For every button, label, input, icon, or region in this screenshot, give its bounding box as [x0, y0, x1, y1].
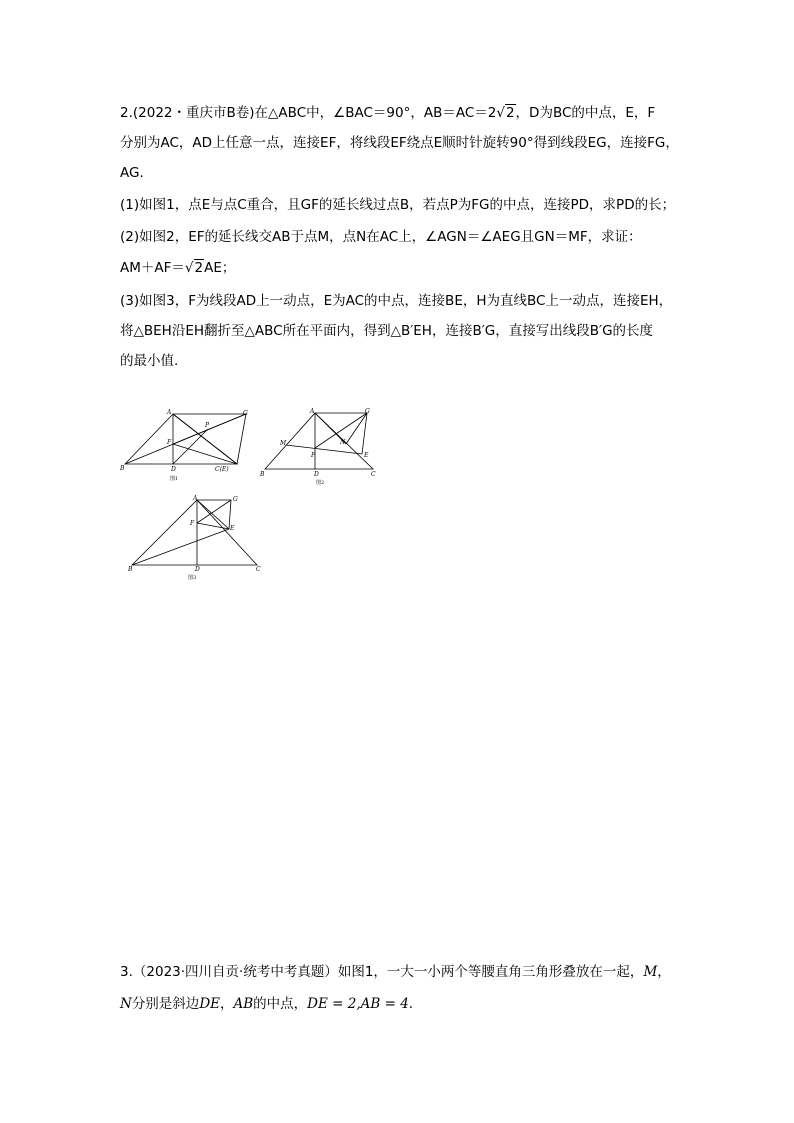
fig3-label-f: F [190, 520, 195, 527]
fig2-label-e: E [364, 452, 369, 459]
fig1-label-d: D [171, 466, 176, 473]
fig3-segment-fg [197, 500, 231, 523]
fig2-label-g: G [365, 408, 370, 415]
fig2-label-a: A [310, 408, 315, 415]
figure-1 [118, 408, 268, 486]
fig3-segment-fe [197, 523, 229, 529]
problem3-line1: 3.（2023·四川自贡·统考中考真题）如图1，一大一小两个等腰直角三角形叠放在一起，M， [120, 964, 671, 980]
fig1-label-ce: C(E) [215, 466, 229, 473]
problem2-part3-line1: (3)如图3，F为线段AD上一动点，E为AC的中点，连接BE，H为直线BC上一动点，连接EH， [120, 293, 673, 309]
fig1-segment-fg [173, 414, 246, 444]
formula-de-ab: DE = 2,AB = 4 [307, 996, 409, 1012]
var-m: M [643, 964, 658, 980]
problem2-part2-line2: AM＋AF＝√2AE； [120, 260, 236, 276]
fig1-segment-pd [173, 429, 208, 464]
problem2-line1: 2.(2022・重庆市B卷)在△ABC中，∠BAC＝90°，AB＝AC＝2√2，D为BC的中点，E，F [120, 105, 656, 121]
var-ab: AB [233, 996, 254, 1012]
fig2-label-n: N [340, 439, 346, 446]
fig3-label-e: E [230, 525, 235, 532]
problem2-number: 2. [120, 105, 133, 121]
fig3-segment-be [132, 529, 229, 565]
problem2-line3: AG. [120, 165, 144, 181]
problem2-part2-line1: (2)如图2，EF的延长线交AB于点M，点N在AC上，∠AGN＝∠AEG且GN＝MF，求证： [120, 229, 642, 245]
problem2-line1-text: 在△ABC中，∠BAC＝90°，AB＝AC＝2 [254, 105, 497, 121]
problem2-part3-line2: 将△BEH沿EH翻折至△ABC所在平面内，得到△B′EH，连接B′G，直接写出线段B′G的长度 [120, 323, 654, 339]
var-n: N [120, 996, 132, 1012]
fig2-label-f: F [311, 452, 316, 459]
figure-3 [125, 492, 270, 584]
fig3-label-c: C [256, 566, 261, 573]
fig3-caption: 图3 [188, 575, 197, 581]
fig3-label-a: A [193, 495, 198, 502]
sqrt-symbol: √2 [184, 260, 204, 276]
problem2-line2: 分别为AC，AD上任意一点，连接EF，将线段EF绕点E顺时针旋转90°得到线段EG，连接FG， [120, 135, 679, 151]
fig1-caption: 图1 [170, 476, 179, 482]
fig1-label-g: G [243, 410, 248, 417]
fig3-label-b: B [128, 566, 133, 573]
problem2-source: (2022・重庆市B卷) [132, 105, 255, 121]
fig2-label-b: B [260, 471, 265, 478]
fig2-label-m: M [280, 440, 287, 447]
fig2-label-d: D [314, 471, 319, 478]
fig1-label-f: F [167, 439, 172, 446]
problem3-source: （2023·四川自贡·统考中考真题） [132, 964, 338, 980]
fig1-label-p: P [205, 422, 210, 429]
problem3-number: 3. [120, 964, 133, 980]
fig3-label-g: G [233, 496, 238, 503]
problem2-part3-line3: 的最小值. [120, 353, 179, 369]
sqrt-symbol: √2 [496, 105, 515, 121]
fig3-label-d: D [195, 566, 200, 573]
var-de: DE [199, 996, 220, 1012]
fig1-label-b: B [120, 465, 125, 472]
problem3-line2: N分别是斜边DE，AB的中点，DE = 2,AB = 4. [120, 996, 414, 1012]
fig2-segment-ag-ge [315, 413, 367, 454]
fig3-triangle-abc [132, 500, 257, 565]
problem2-part1: (1)如图1，点E与点C重合，且GF的延长线过点B，若点P为FG的中点，连接PD，求PD的长； [120, 197, 676, 213]
fig1-label-a: A [167, 409, 172, 416]
figure-2 [258, 407, 383, 487]
fig1-segment-ag [173, 414, 246, 464]
fig2-label-c: C [371, 471, 376, 478]
fig2-caption: 图2 [316, 480, 325, 486]
fig2-segment-me [286, 445, 362, 454]
